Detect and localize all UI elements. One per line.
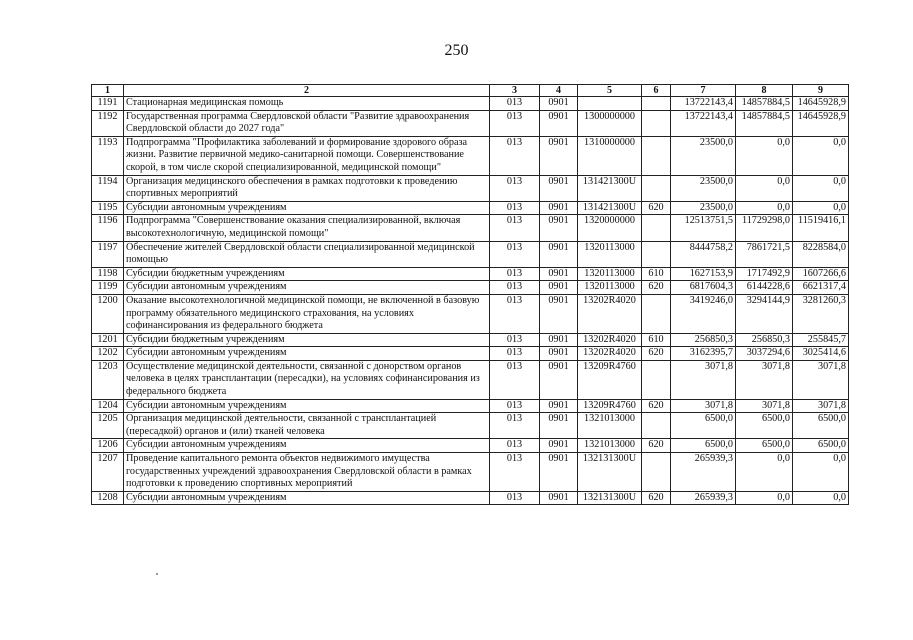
row-target-code: 13209R4760 [578,360,642,399]
row-ministry-code: 013 [490,201,540,215]
row-ministry-code: 013 [490,453,540,492]
table-row [92,281,849,295]
row-name: Обеспечение жителей Свердловской области специализированной медицинской помощью [124,241,490,267]
row-amount-year2: 0,0 [736,491,793,505]
row-target-code: 13209R4760 [578,399,642,413]
row-amount-year2: 6500,0 [736,413,793,439]
row-target-code: 13202R4020 [578,294,642,333]
row-amount-year3: 8228584,0 [793,241,849,267]
table-row [92,439,849,453]
row-ministry-code: 013 [490,97,540,111]
row-name: Стационарная медицинская помощь [124,97,490,111]
row-expense-type: 620 [642,439,671,453]
row-section-code: 0901 [540,413,578,439]
row-number: 1197 [92,241,124,267]
row-section-code: 0901 [540,136,578,175]
row-amount-year2: 6144228,6 [736,281,793,295]
row-amount-year3: 6500,0 [793,439,849,453]
header-col-5: 5 [578,85,642,97]
row-target-code [578,97,642,111]
row-expense-type [642,413,671,439]
row-amount-year1: 13722143,4 [671,110,736,136]
row-amount-year2: 11729298,0 [736,215,793,241]
row-target-code: 1300000000 [578,110,642,136]
row-name: Проведение капитального ремонта объектов недвижимого имущества государственных учреждений здравоохранения Свердловской области в рамках подготовки к проведению спортивных мероприятий [124,453,490,492]
row-amount-year3: 1607266,6 [793,267,849,281]
row-amount-year2: 0,0 [736,136,793,175]
row-name: Субсидии автономным учреждениям [124,347,490,361]
row-amount-year2: 7861721,5 [736,241,793,267]
row-name: Субсидии автономным учреждениям [124,491,490,505]
row-ministry-code: 013 [490,136,540,175]
header-col-9: 9 [793,85,849,97]
row-ministry-code: 013 [490,294,540,333]
row-number: 1204 [92,399,124,413]
row-section-code: 0901 [540,491,578,505]
row-amount-year3: 3025414,6 [793,347,849,361]
header-col-3: 3 [490,85,540,97]
row-name: Субсидии автономным учреждениям [124,201,490,215]
budget-table [91,84,849,505]
row-target-code: 132131300U [578,491,642,505]
row-amount-year1: 6500,0 [671,439,736,453]
row-ministry-code: 013 [490,333,540,347]
row-number: 1191 [92,97,124,111]
row-section-code: 0901 [540,97,578,111]
row-expense-type: 620 [642,201,671,215]
header-col-1: 1 [92,85,124,97]
row-amount-year2: 3071,8 [736,399,793,413]
row-ministry-code: 013 [490,241,540,267]
row-section-code: 0901 [540,333,578,347]
row-expense-type [642,294,671,333]
row-number: 1193 [92,136,124,175]
row-name: Осуществление медицинской деятельности, связанной с донорством органов человека в целях трансплантации (пересадки), на условиях софинансирования из федерального бюджета [124,360,490,399]
table-row [92,201,849,215]
row-expense-type [642,241,671,267]
row-amount-year3: 0,0 [793,201,849,215]
row-expense-type [642,136,671,175]
row-amount-year3: 0,0 [793,136,849,175]
row-name: Организация медицинского обеспечения в рамках подготовки к проведению спортивных мероприятий [124,175,490,201]
row-expense-type: 620 [642,491,671,505]
table-row [92,175,849,201]
row-amount-year3: 3071,8 [793,360,849,399]
row-name: Субсидии бюджетным учреждениям [124,333,490,347]
row-expense-type [642,110,671,136]
row-target-code: 1310000000 [578,136,642,175]
row-section-code: 0901 [540,294,578,333]
row-name: Государственная программа Свердловской области "Развитие здравоохранения Свердловской области до 2027 года" [124,110,490,136]
row-section-code: 0901 [540,281,578,295]
row-section-code: 0901 [540,347,578,361]
table-row [92,97,849,111]
row-section-code: 0901 [540,453,578,492]
row-section-code: 0901 [540,110,578,136]
row-target-code: 1321013000 [578,413,642,439]
row-expense-type [642,175,671,201]
table-row [92,413,849,439]
row-amount-year2: 1717492,9 [736,267,793,281]
row-ministry-code: 013 [490,360,540,399]
row-section-code: 0901 [540,439,578,453]
row-section-code: 0901 [540,399,578,413]
row-ministry-code: 013 [490,491,540,505]
table-body [92,97,849,505]
row-expense-type: 610 [642,333,671,347]
row-target-code: 1320000000 [578,215,642,241]
row-name: Подпрограмма "Совершенствование оказания специализированной, включая высокотехнологичную, медицинской помощи" [124,215,490,241]
header-col-2: 2 [124,85,490,97]
row-ministry-code: 013 [490,413,540,439]
scan-speck [156,573,158,575]
row-amount-year3: 3071,8 [793,399,849,413]
row-section-code: 0901 [540,241,578,267]
row-number: 1194 [92,175,124,201]
table-row [92,241,849,267]
row-target-code: 1320113000 [578,267,642,281]
row-amount-year3: 0,0 [793,453,849,492]
table-row [92,399,849,413]
row-amount-year1: 23500,0 [671,136,736,175]
row-number: 1199 [92,281,124,295]
row-name: Оказание высокотехнологичной медицинской помощи, не включенной в базовую программу обязательного медицинского страхования, на условиях софинансирования из федерального бюджета [124,294,490,333]
row-amount-year1: 8444758,2 [671,241,736,267]
row-ministry-code: 013 [490,281,540,295]
row-amount-year3: 6500,0 [793,413,849,439]
row-number: 1192 [92,110,124,136]
row-amount-year3: 255845,7 [793,333,849,347]
row-amount-year1: 13722143,4 [671,97,736,111]
row-number: 1195 [92,201,124,215]
table-row [92,333,849,347]
row-amount-year3: 3281260,3 [793,294,849,333]
row-name: Организация медицинской деятельности, связанной с трансплантацией (пересадкой) органов и (или) тканей человека [124,413,490,439]
page-number: 250 [444,42,469,59]
row-amount-year2: 14857884,5 [736,97,793,111]
row-amount-year1: 6817604,3 [671,281,736,295]
table-row [92,491,849,505]
row-section-code: 0901 [540,267,578,281]
row-expense-type [642,360,671,399]
row-section-code: 0901 [540,201,578,215]
row-amount-year1: 12513751,5 [671,215,736,241]
row-number: 1203 [92,360,124,399]
row-target-code: 131421300U [578,201,642,215]
row-amount-year3: 6621317,4 [793,281,849,295]
row-amount-year2: 6500,0 [736,439,793,453]
row-ministry-code: 013 [490,110,540,136]
row-ministry-code: 013 [490,347,540,361]
row-amount-year2: 14857884,5 [736,110,793,136]
row-amount-year3: 0,0 [793,491,849,505]
header-col-6: 6 [642,85,671,97]
row-amount-year1: 23500,0 [671,175,736,201]
row-amount-year1: 3419246,0 [671,294,736,333]
row-ministry-code: 013 [490,267,540,281]
table-row [92,215,849,241]
table-row [92,110,849,136]
row-expense-type: 620 [642,399,671,413]
row-section-code: 0901 [540,175,578,201]
row-expense-type: 610 [642,267,671,281]
row-expense-type: 620 [642,347,671,361]
row-amount-year2: 0,0 [736,453,793,492]
row-expense-type [642,97,671,111]
row-amount-year2: 3294144,9 [736,294,793,333]
row-name: Субсидии автономным учреждениям [124,281,490,295]
row-number: 1208 [92,491,124,505]
row-amount-year2: 3037294,6 [736,347,793,361]
row-amount-year2: 256850,3 [736,333,793,347]
row-amount-year1: 256850,3 [671,333,736,347]
row-amount-year3: 0,0 [793,175,849,201]
row-amount-year1: 3162395,7 [671,347,736,361]
row-amount-year1: 6500,0 [671,413,736,439]
row-amount-year1: 3071,8 [671,360,736,399]
row-amount-year3: 14645928,9 [793,110,849,136]
row-name: Подпрограмма "Профилактика заболеваний и формирование здорового образа жизни. Развитие первичной медико-санитарной помощи. Совершенствование скорой, в том числе скорой специализированной, медицинской помощи" [124,136,490,175]
row-ministry-code: 013 [490,175,540,201]
row-amount-year1: 3071,8 [671,399,736,413]
row-number: 1201 [92,333,124,347]
table-row [92,136,849,175]
table-row [92,453,849,492]
row-target-code: 13202R4020 [578,347,642,361]
row-amount-year1: 1627153,9 [671,267,736,281]
table-row [92,360,849,399]
row-ministry-code: 013 [490,215,540,241]
row-target-code: 131421300U [578,175,642,201]
row-target-code: 1320113000 [578,241,642,267]
row-amount-year2: 0,0 [736,175,793,201]
row-target-code: 1321013000 [578,439,642,453]
row-expense-type [642,215,671,241]
row-ministry-code: 013 [490,399,540,413]
row-expense-type [642,453,671,492]
row-name: Субсидии бюджетным учреждениям [124,267,490,281]
row-name: Субсидии автономным учреждениям [124,439,490,453]
row-target-code: 132131300U [578,453,642,492]
header-col-4: 4 [540,85,578,97]
row-number: 1198 [92,267,124,281]
row-section-code: 0901 [540,215,578,241]
row-target-code: 1320113000 [578,281,642,295]
header-col-7: 7 [671,85,736,97]
row-amount-year1: 23500,0 [671,201,736,215]
row-number: 1202 [92,347,124,361]
table-row [92,267,849,281]
row-section-code: 0901 [540,360,578,399]
table-row [92,294,849,333]
header-row [92,85,849,97]
row-amount-year3: 14645928,9 [793,97,849,111]
row-number: 1196 [92,215,124,241]
row-number: 1206 [92,439,124,453]
row-number: 1207 [92,453,124,492]
table-row [92,347,849,361]
row-amount-year2: 0,0 [736,201,793,215]
row-amount-year3: 11519416,1 [793,215,849,241]
row-expense-type: 620 [642,281,671,295]
row-name: Субсидии автономным учреждениям [124,399,490,413]
row-amount-year1: 265939,3 [671,453,736,492]
row-amount-year2: 3071,8 [736,360,793,399]
header-col-8: 8 [736,85,793,97]
row-number: 1205 [92,413,124,439]
row-number: 1200 [92,294,124,333]
row-amount-year1: 265939,3 [671,491,736,505]
row-ministry-code: 013 [490,439,540,453]
row-target-code: 13202R4020 [578,333,642,347]
